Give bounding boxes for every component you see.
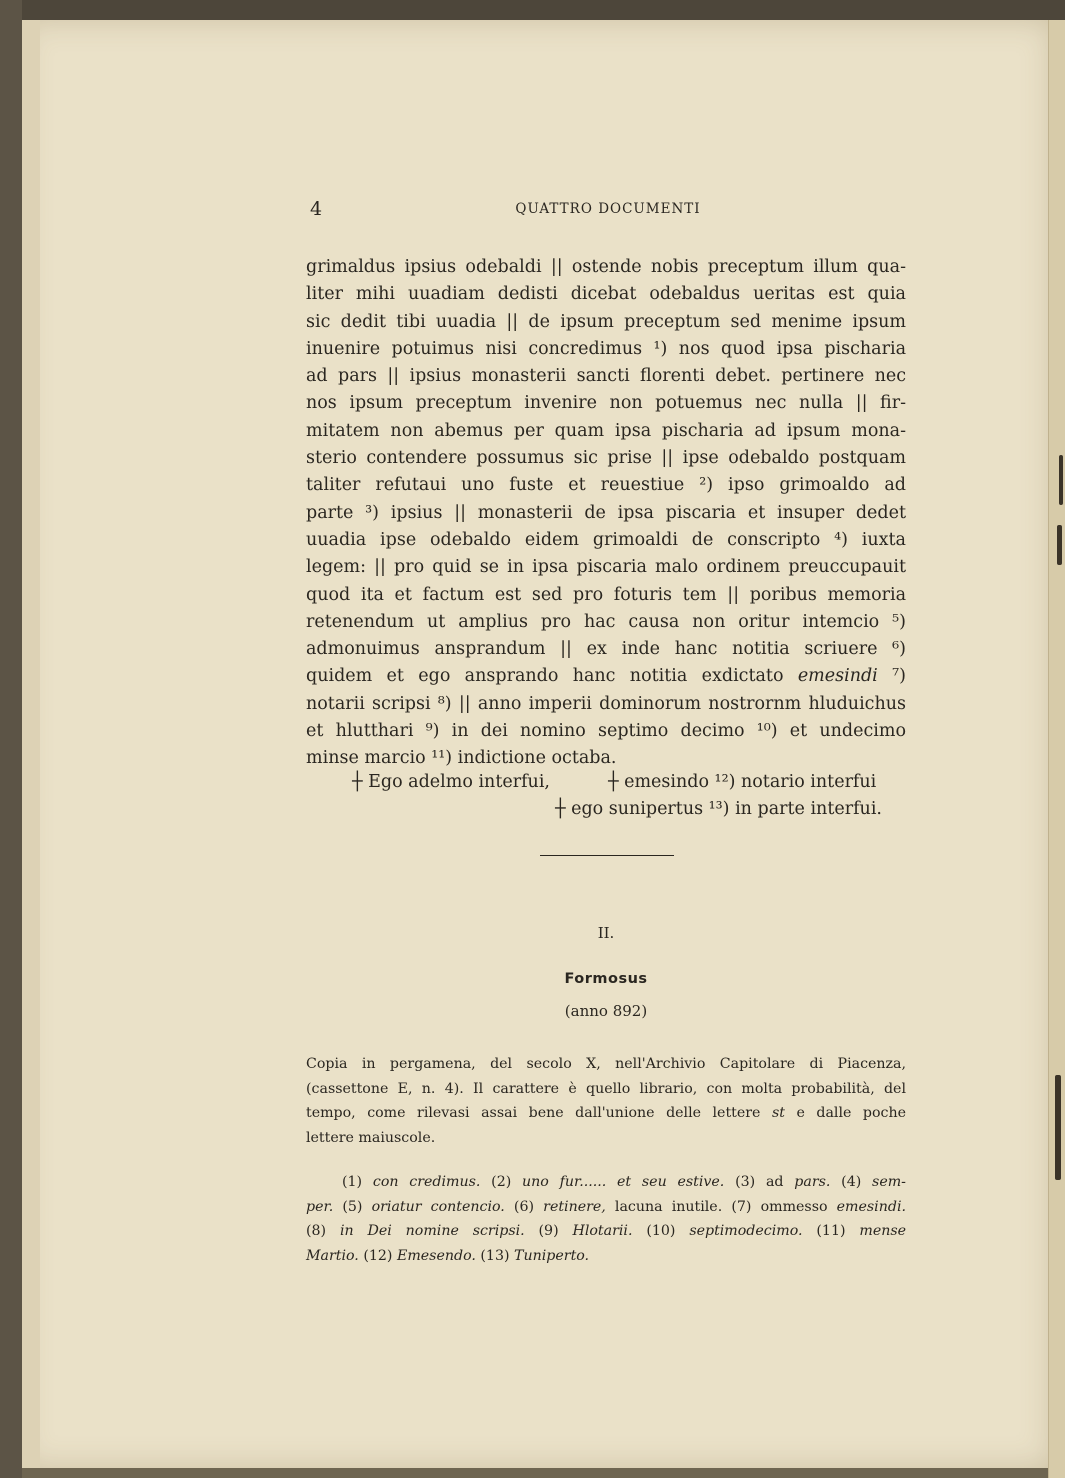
scan-background-left — [0, 0, 22, 1478]
text-line: mitatem non abemus per quam ipsa pischaria ad ipsum mona- — [306, 420, 906, 441]
text-line: et hlutthari ⁹) in dei nomino septimo decimo ¹⁰) et undecimo — [306, 721, 906, 742]
footnote-text: sem- — [872, 1174, 906, 1190]
scan-background-top — [0, 0, 1065, 22]
section-divider — [540, 855, 674, 856]
running-head — [310, 198, 906, 222]
footnote-text: retinere, — [543, 1198, 606, 1215]
desc-line-tail: e dalle poche — [796, 1105, 906, 1121]
footnote-number: (8) — [306, 1223, 327, 1239]
footnote-number: (6) — [513, 1198, 535, 1215]
text-line: liter mihi uuadiam dedisti dicebat odebaldus ueritas est quia — [306, 284, 906, 305]
running-title: QUATTRO DOCUMENTI — [515, 201, 701, 217]
footnote-text: Hlotarii. — [572, 1223, 633, 1239]
footnote-number: (5) — [342, 1198, 363, 1215]
footnote-text: emesindi. — [836, 1198, 906, 1215]
text-line: inuenire potuimus nisi concredimus ¹) nos quod ipsa pischaria — [306, 338, 906, 359]
text-line: parte ³) ipsius || monasterii de ipsa piscaria et insuper dedet — [306, 502, 906, 523]
footnote-number: (9) — [538, 1223, 559, 1239]
footnote-line — [306, 1244, 906, 1269]
page-gutter — [22, 20, 40, 1468]
footnote-text: in Dei nomine scripsi. — [339, 1223, 525, 1239]
section-number: II. — [597, 924, 615, 942]
footnote-text: oriatur contencio. — [371, 1198, 505, 1215]
footnote-line — [306, 1195, 906, 1220]
binding-mark — [1055, 1075, 1061, 1180]
text-line-main: quidem et ego ansprando hanc notitia exdictato — [306, 666, 784, 687]
desc-line: (cassettone E, n. 4). Il carattere è quello librario, con molta probabilità, del — [306, 1080, 906, 1097]
footnote-ref: ⁷) — [892, 666, 906, 687]
footnote-line — [306, 1170, 906, 1195]
footnote-text: lacuna inutile. — [614, 1198, 723, 1215]
desc-line-main: tempo, come rilevasi assai bene dall'unione delle lettere — [306, 1105, 761, 1121]
text-line: grimaldus ipsius odebaldi || ostende nobis preceptum illum qua- — [306, 257, 906, 277]
text-line: retenendum ut amplius pro hac causa non oritur intemcio ⁵) — [306, 611, 906, 632]
adjacent-page-edge — [1048, 20, 1065, 1478]
desc-line: lettere maiuscole. — [306, 1129, 436, 1146]
document-body — [306, 254, 906, 773]
desc-italic: st — [771, 1105, 785, 1121]
footnote-text: Emesendo. — [396, 1247, 476, 1264]
text-line: quod ita et factum est sed pro foturis tem || poribus memoria — [306, 584, 906, 605]
signature-emesindo: ┼ emesindo ¹²) notario interfui — [608, 772, 877, 792]
italic-name: emesindi — [797, 666, 878, 687]
footnote-text: pars. — [794, 1174, 831, 1190]
footnote-text: mense — [859, 1223, 907, 1239]
binding-mark — [1059, 455, 1063, 505]
footnote-text: Martio. — [306, 1247, 359, 1264]
text-line: nos ipsum preceptum invenire non potuemus nec nulla || fir- — [306, 393, 906, 414]
signature-sunipertus: ┼ ego sunipertus ¹³) in parte interfui. — [555, 799, 882, 819]
footnote-number: (2) — [491, 1174, 512, 1190]
footnote-text: per. — [306, 1198, 334, 1215]
footnote-text: ommesso — [760, 1198, 828, 1215]
footnotes — [306, 1170, 906, 1268]
footnote-number: (7) — [731, 1198, 752, 1215]
text-line: sic dedit tibi uuadia || de ipsum preceptum sed menime ipsum — [306, 311, 906, 332]
text-line: taliter refutaui uno fuste et reuestiue ²) ipso grimoaldo ad — [306, 475, 906, 496]
text-line — [306, 663, 906, 690]
footnote-line — [306, 1219, 906, 1244]
footnote-number: (13) — [480, 1247, 510, 1264]
footnote-number: (11) — [816, 1223, 846, 1239]
footnote-text: ad — [765, 1174, 784, 1190]
page-number: 4 — [310, 198, 323, 220]
text-line: ad pars || ipsius monasterii sancti florenti debet. pertinere nec — [306, 366, 906, 387]
desc-line: Copia in pergamena, del secolo X, nell'Archivio Capitolare di Piacenza, — [306, 1056, 906, 1072]
footnote-text: Tuniperto. — [514, 1247, 590, 1264]
section-year: (anno 892) — [564, 1002, 648, 1020]
footnote-number: (1) — [342, 1174, 363, 1190]
binding-mark — [1057, 525, 1062, 565]
text-line: legem: || pro quid se in ipsa piscaria malo ordinem preuccupauit — [306, 557, 906, 578]
signature-adelmo: ┼ Ego adelmo interfui, — [352, 772, 550, 792]
text-line: notarii scripsi ⁸) || anno imperii dominorum nostrornm hluduichus — [306, 693, 906, 714]
footnote-number: (4) — [841, 1174, 862, 1190]
footnote-number: (3) — [735, 1174, 756, 1190]
footnote-number: (12) — [363, 1247, 393, 1264]
footnote-text: septimodecimo. — [689, 1223, 803, 1239]
footnote-number: (10) — [646, 1223, 676, 1239]
footnote-text: con credimus. — [372, 1174, 481, 1190]
footnote-text: uno fur...... et seu estive. — [522, 1174, 725, 1190]
text-line: minse marcio ¹¹) indictione octaba. — [306, 748, 617, 769]
desc-line — [306, 1101, 906, 1126]
text-line: admonuimus ansprandum || ex inde hanc notitia scriuere ⁶) — [306, 639, 906, 660]
text-line: sterio contendere possumus sic prise || ipse odebaldo postquam — [306, 448, 906, 469]
section-title: Formosus — [564, 971, 648, 987]
text-line: uuadia ipse odebaldo eidem grimoaldi de conscripto ⁴) iuxta — [306, 529, 906, 550]
description-paragraph — [306, 1052, 906, 1150]
